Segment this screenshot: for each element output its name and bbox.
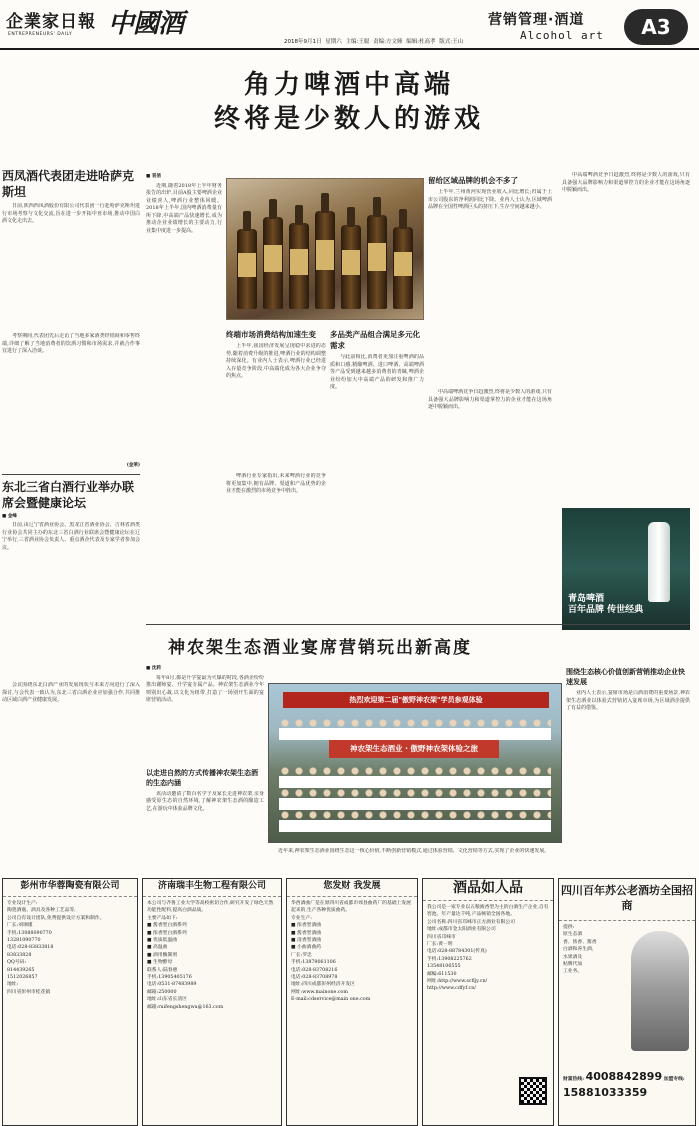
ad-title: 您发财 我发展 — [323, 881, 381, 891]
ad-line: 手机:13905405176 — [147, 975, 192, 981]
phone-number: 15881033359 — [563, 1085, 648, 1099]
ad-line: 四川省彭州市桂花镇 — [7, 989, 51, 995]
bottle-image — [289, 223, 309, 309]
ad-line: 公司自有设计团队,免费提供设计方案和制作。 — [7, 915, 105, 921]
photo-sign: 神农架生态酒业 · 傲野神农架体验之旅 — [329, 740, 499, 758]
newspaper-name: 企業家日報 — [6, 12, 96, 32]
ad-line: 工业务。 — [563, 969, 583, 975]
ad-title: 酒品如人品 — [453, 880, 523, 896]
bottle-image — [263, 217, 283, 309]
ad-title: 济南瑞丰生物工程有限公司 — [157, 881, 266, 891]
ad-line: http://www.cdfyf.cn/ — [427, 986, 476, 992]
ad-line: 1512026857 — [7, 975, 38, 981]
ad-huaxi-jiuqu — [286, 878, 418, 1126]
feature-headline: 神农架生态酒业宴席营销玩出新高度 — [168, 638, 472, 658]
feature-col-1 — [146, 664, 264, 870]
lead-subhead-2: 多品类产品组合满足多元化需求 — [330, 330, 420, 350]
feature-subhead-2: 围绕生态核心价值创新营销推动企业快速发展 — [566, 668, 685, 686]
section-divider — [146, 624, 690, 625]
ad-line: 814439265 — [7, 967, 35, 973]
lead-headline — [150, 68, 548, 136]
ad-line: 网址:http://www.scfljy.cn/ — [427, 979, 488, 985]
ad-line: ■ 酱香型酒曲 — [291, 930, 322, 936]
china-wine-logo: 中國酒 — [108, 9, 184, 39]
photo-banner: 热烈欢迎第二届"傲野神农架"学员参观体验 — [283, 692, 549, 708]
lead-subhead-3: 留给区域品牌的机会不多了 — [428, 176, 518, 185]
ad-line: 四川省邛崃市 — [427, 934, 456, 940]
section-title-en: Alcohol art — [520, 29, 604, 42]
ad-line: 陶瓷酒瓶、酒具及各种工艺品等, — [7, 908, 76, 914]
ad-line: 地址:山东省长清区 — [147, 997, 187, 1003]
ad-line: 厂长:罗忠 — [291, 952, 312, 958]
divider — [2, 474, 140, 475]
ad-line: 华西酒曲厂是在原四川省成都市郊县曲药厂的基础上发展起来的,生产各种优质曲药。 — [291, 901, 411, 914]
phone-number: 4008842899 — [585, 1070, 663, 1083]
ad-line: E-mail:cdservice@main one.com — [291, 997, 371, 1003]
newspaper-name-en: ENTREPRENEURS' DAILY — [8, 32, 73, 37]
bottle-image — [341, 225, 361, 309]
ad-line: 电话:0531-87483989 — [147, 982, 197, 988]
ad-line: 网址:www.mainone.com — [291, 989, 348, 995]
feature-body-4: 业内人士表示,宴席市场是白酒消费的重要场景,神农架生态酒业以体验式营销切入宴席市场,为区域酒企提供了有益的借鉴。 — [566, 690, 690, 712]
ad-line: 财富热线: — [563, 1076, 584, 1082]
xifeng-byline: (金莱) — [126, 463, 140, 468]
lead-body-2: 上半年,我国经济发展呈现稳中求进的态势,随着消费升级的推进,啤酒行业的结构调整持续深化。有业内人士表示,啤酒行业已经进入存量竞争阶段,中高端化成为各大企业争夺的焦点。 — [226, 343, 326, 380]
ad-line: 电话:028-83833818 — [7, 945, 54, 951]
ad-line: 手机:13908225762 — [427, 956, 472, 962]
ad-line: 电话:028-83708978 — [291, 975, 338, 981]
northeast-source: ■ 金峰 — [2, 513, 17, 519]
ad-title: 四川百年苏公老酒坊全国招商 — [561, 884, 693, 912]
ad-huarong-ceramics — [2, 878, 138, 1126]
beer-ad-line-2: 百年品牌 传世经典 — [568, 605, 644, 615]
ad-line: 地址: — [7, 982, 19, 988]
section-title: 营销管理·酒道 — [488, 12, 585, 28]
lead-body-6: 中高端啤酒竞争日趋激烈,终将是少数人的游戏,只有具备强大品牌影响力和渠道掌控力的企业才能在这场角逐中脱颖而出。 — [428, 389, 552, 411]
lead-col-3 — [330, 326, 424, 618]
ad-line: 加盟专线: — [663, 1076, 685, 1082]
lead-body-1: 近期,随着2018年上半年财务报告的出炉,目前A股主要啤酒企业业绩喜人,啤酒行业整体回暖。2018年上半年,国内啤酒消费量有所下降,中高端产品快速增长,成为推动企业业绩增长的主要动力,行业集中度进一步提高。 — [146, 182, 222, 235]
lead-col-4 — [428, 172, 552, 618]
ad-sugong-laojiufang — [558, 878, 696, 1126]
ad-line: 手机:13088090770 — [7, 930, 52, 936]
ad-line: ■ 酒用酶制剂 — [147, 952, 178, 958]
ad-line: 13281090770 — [7, 938, 41, 944]
ad-line: 我公司是一家专业以五粮液香型为主的白酒生产企业,自有窖池、年产量达千吨,产品畅销全国各地。 — [427, 905, 549, 918]
ad-line: 主要产品如下: — [147, 915, 178, 921]
xifeng-body-2: 考察期间,代表团先后走访了当地多家酒类经销商和零售终端,详细了解了当地消费者的饮酒习惯和市场需求,并就合作事宜进行了深入洽谈。 — [2, 333, 140, 355]
qr-code — [519, 1077, 547, 1105]
lead-col-5 — [562, 172, 690, 502]
northeast-headline: 东北三省白酒行业举办联席会暨健康论坛 — [2, 479, 135, 510]
feature-col-2 — [268, 848, 562, 872]
feature-subhead-1: 以走进自然的方式传播神农架生态酒的生态内涵 — [146, 768, 258, 787]
lead-body-5: 上半年,兰州黄河实现营业收入,同比增长;归属于上市公司股东的净利润同比下降。业内人士认为,区域啤酒品牌在全国性啤酒巨头的挤压下,生存空间越来越小。 — [428, 189, 552, 211]
ad-line: 电话:028-88784301(传真) — [427, 949, 487, 955]
bottle-image — [367, 215, 387, 309]
ad-line: 地址:成都市金太阳酒业有限公司 — [427, 927, 496, 933]
bottle-image — [315, 211, 335, 309]
ad-ruifeng-bio — [142, 878, 282, 1126]
ad-line: ■ 高温曲 — [147, 945, 168, 951]
crowd-row — [279, 788, 551, 810]
left-column — [2, 168, 140, 832]
ad-line: 提供: — [563, 925, 575, 930]
northeast-body-1: 日前,由辽宁省酒业协会、黑龙江省酒业协会、吉林省酒类行业协会共同主办的东北三省白酒行业联席会暨健康论坛在辽宁举行,三省酒业协会负责人、重点酒企代表及专家学者参加会议。 — [2, 522, 140, 551]
xifeng-body-1: 日前,陕西西凤酒股份有限公司代表团一行赴哈萨克斯坦进行市场考察与文化交流,旨在进一步开拓中亚市场,推动中国白酒文化走出去。 — [2, 203, 140, 225]
ad-line: 白酒和养生酒, — [563, 947, 594, 953]
lead-body-4: 与此前相比,消费者更加注重啤酒的品质和口感,精酿啤酒、进口啤酒、高端啤酒等产品受到越来越多消费者的青睐,啤酒企业纷纷加大中高端产品的研发和推广力度。 — [330, 354, 424, 391]
beer-ad-text — [568, 594, 643, 616]
crowd-row — [279, 766, 551, 788]
ad-line: 13548106555 — [427, 964, 461, 970]
ad-line: 邮箱:250000 — [147, 989, 177, 995]
ad-line: 公司名称:四川省邛崃市正方酒业有限公司 — [427, 919, 515, 925]
ad-line: ■ 酱香型白酒系列 — [147, 923, 187, 929]
ad-line: 贴牌代加 — [563, 962, 583, 968]
ad-line: 厂长:刘璃瑾 — [7, 923, 33, 929]
beer-ad-line-1: 青岛啤酒 — [568, 594, 605, 604]
ad-line: 邮编:611530 — [427, 971, 457, 977]
ad-line: 专业生产: — [291, 915, 312, 921]
ad-line: 本公司与齐鲁工业大学等高校密切合作,研究开发了绿色天然功能性配料,提高白酒品质。 — [147, 901, 274, 914]
lead-subhead-1: 终端市场消费结构加速生变 — [226, 330, 316, 339]
ad-line: 地址:四川成都彭州经济开发区 — [291, 982, 355, 988]
ad-title: 彭州市华蓉陶瓷有限公司 — [20, 881, 120, 891]
ad-line: 水果酒及 — [563, 954, 583, 960]
lead-headline-line-2: 终将是少数人的游戏 — [213, 104, 484, 134]
crowd-row — [279, 718, 551, 740]
feature-source: ■ 沈莉 — [146, 666, 161, 671]
ad-line: ■ 小曲酒曲药 — [291, 945, 322, 951]
northeast-body-2: 会议围绕东北白酒产业的发展现状与未来方向进行了深入探讨,与会代表一致认为,东北三省白酒企业应加强合作,共同推动区域白酒产业健康发展。 — [2, 682, 140, 704]
ad-line: 83833828 — [7, 952, 32, 958]
ad-line: 厂长:黄一明 — [427, 942, 453, 948]
feature-body-1: 每年8月,都是升学宴最为火爆的时段,各酒企纷纷推出谢师宴、升学宴专属产品。神农架生态酒业今年则别出心裁,以文化为纽带,打造了一场别开生面的宴席营销活动。 — [146, 674, 264, 704]
feature-col-3 — [566, 664, 690, 870]
ad-line: QQ号码: — [7, 960, 27, 966]
ad-line: ■ 浓香型白酒系列 — [147, 930, 187, 936]
ad-zhengfang-wine — [422, 878, 554, 1126]
lead-body-3: 啤酒行业专家指出,未来啤酒行业的竞争将更加集中,拥有品牌、渠道和产品优势的企业才能在激烈的市场竞争中胜出。 — [226, 473, 326, 495]
ad-line: 香、浓香、酱香 — [563, 939, 597, 945]
bottle-image — [237, 229, 257, 309]
ad-line: 联系人:陆春惠 — [147, 967, 178, 973]
hotline-block — [563, 1069, 693, 1101]
lead-body-continued: 中高端啤酒竞争日趋激烈,终将是少数人的游戏,只有具备强大品牌影响力和渠道掌控力的企业才能在这场角逐中脱颖而出。 — [562, 172, 690, 194]
feature-body-3: 近年来,神农架生态酒业围绕生态这一核心价值,不断创新营销模式,通过体验营销、文化营销等方式,实现了企业的快速发展。 — [278, 848, 550, 854]
xifeng-headline: 西凤酒代表团走进哈萨克斯坦 — [2, 169, 135, 199]
ad-line: 邮箱:ruifengshengwu@163.com — [147, 1004, 224, 1010]
statue-image — [631, 931, 689, 1051]
page-number-badge: A3 — [624, 9, 688, 45]
beer-bottles-photo — [226, 178, 424, 320]
lead-headline-line-1: 角力啤酒中高端 — [243, 70, 454, 100]
group-photo — [268, 683, 562, 843]
ad-line: 电话:028-83708216 — [291, 967, 338, 973]
ad-line: 专业设计生产: — [7, 901, 38, 906]
ad-line: ■ 浓香型酒曲 — [291, 923, 322, 929]
beer-ad-photo — [562, 508, 690, 630]
masthead — [0, 0, 699, 50]
crowd-row — [279, 810, 551, 832]
feature-body-2: 该活动邀请了数百名学子及家长走进神农架,亲身感受原生态的自然环境,了解神农架生态酒的酿造工艺,在游玩中体验品牌文化。 — [146, 790, 264, 812]
ad-line: ■ 优质低温曲 — [147, 938, 178, 944]
ad-line: ■ 生物酵母 — [147, 960, 173, 966]
bottle-image — [393, 227, 413, 309]
ad-line: 手机:13879061106 — [291, 960, 336, 966]
lead-source: ■ 袁俏 — [146, 174, 161, 179]
ad-line: ■ 清香型酒曲 — [291, 938, 322, 944]
ad-line: 原生态酒 — [563, 932, 583, 938]
ad-bottle-image — [648, 522, 670, 602]
dateline: 2018年9月1日 星期六 主编:王聪 责编:方文娅 编辑:杜高孝 版式:王山 — [284, 39, 464, 45]
lead-col-2 — [226, 326, 326, 618]
lead-col-1 — [146, 172, 222, 618]
